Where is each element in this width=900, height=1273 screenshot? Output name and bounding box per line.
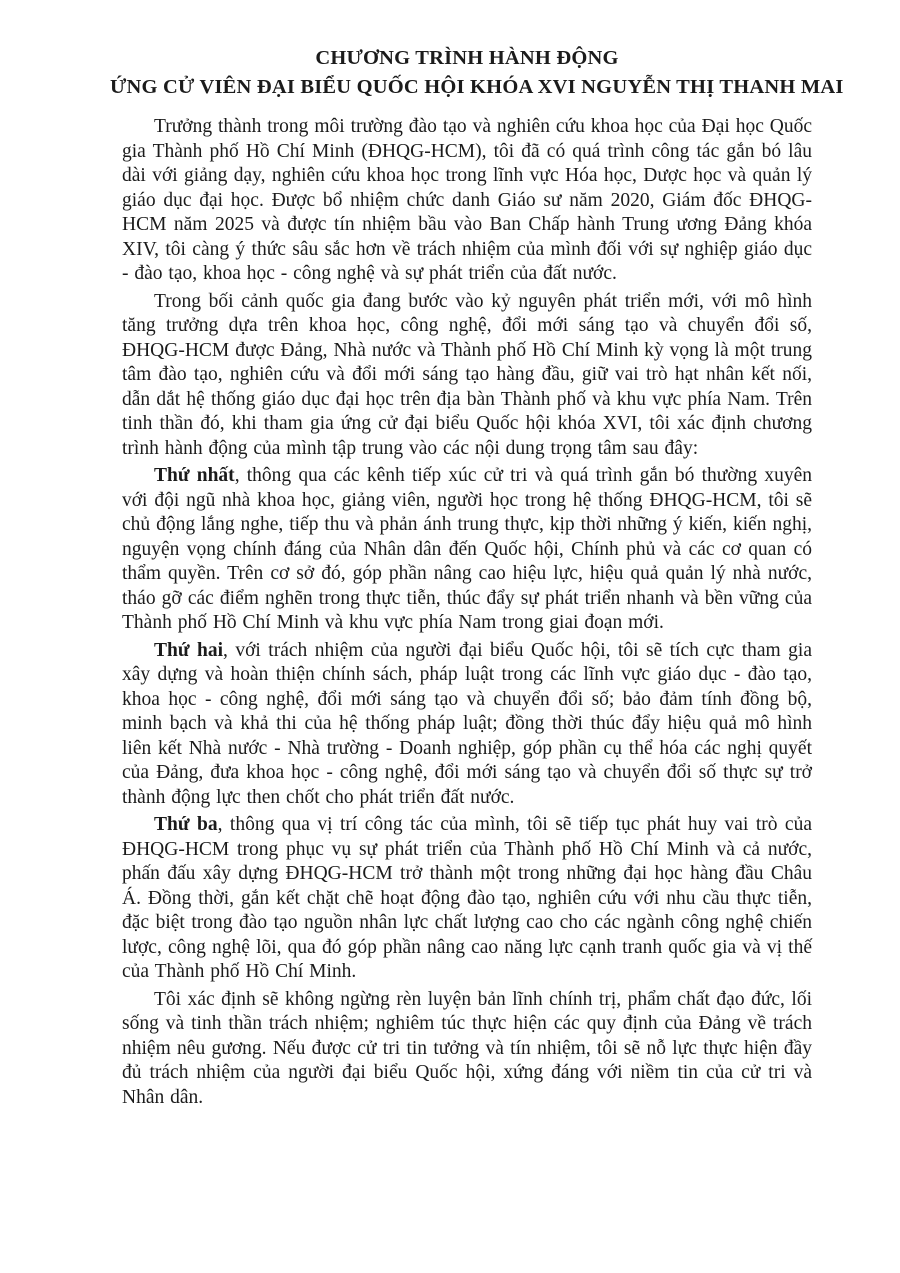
paragraph [122, 988, 812, 1111]
paragraph-text: Trưởng thành trong môi trường đào tạo và nghiên cứu khoa học của Đại học Quốc gia Thành phố Hồ Chí Minh (ĐHQG-HCM), tôi đã có quá trình công tác gắn bó lâu dài với giảng dạy, nghiên cứu khoa học trong lĩnh vực Hóa học, Dược học và quản lý giáo dục đại học. Được bổ nhiệm chức danh Giáo sư năm 2020, Giám đốc ĐHQG-HCM năm 2025 và được tín nhiệm bầu vào Ban Chấp hành Trung ương Đảng khóa XIV, tôi càng ý thức sâu sắc hơn về trách nhiệm của mình đối với sự nghiệp giáo dục - đào tạo, khoa học - công nghệ và sự phát triển của đất nước. [122, 116, 812, 284]
paragraph [122, 813, 812, 985]
document-title [110, 44, 844, 102]
paragraph-lead: Thứ ba [154, 814, 218, 835]
paragraph-text: Trong bối cảnh quốc gia đang bước vào kỷ nguyên phát triển mới, với mô hình tăng trưởng dựa trên khoa học, công nghệ, đổi mới sáng tạo và chuyển đổi số, ĐHQG-HCM được Đảng, Nhà nước và Thành phố Hồ Chí Minh kỳ vọng là một trung tâm đào tạo, nghiên cứu và đổi mới sáng tạo hàng đầu, giữ vai trò hạt nhân kết nối, dẫn dắt hệ thống giáo dục đại học trên địa bàn Thành phố và khu vực phía Nam. Trên tinh thần đó, khi tham gia ứng cử đại biểu Quốc hội khóa XVI, tôi xác định chương trình hành động của mình tập trung vào các nội dung trọng tâm sau đây: [122, 290, 812, 459]
paragraph-text: , với trách nhiệm của người đại biểu Quốc hội, tôi sẽ tích cực tham gia xây dựng và hoàn thiện chính sách, pháp luật trong các lĩnh vực giáo dục - đào tạo, khoa học - công nghệ, đổi mới sáng tạo và chuyển đổi số; bảo đảm tính đồng bộ, minh bạch và khả thi của hệ thống pháp luật; đồng thời thúc đẩy hiệu quả mô hình liên kết Nhà nước - Nhà trường - Doanh nghiệp, góp phần cụ thể hóa các nghị quyết của Đảng, đưa khoa học - công nghệ, đổi mới sáng tạo và chuyển đổi số thực sự trở thành động lực then chốt cho phát triển đất nước. [122, 639, 812, 808]
paragraph-lead: Thứ nhất [154, 465, 235, 486]
paragraph [122, 290, 812, 462]
paragraph-text: , thông qua các kênh tiếp xúc cử tri và quá trình gắn bó thường xuyên với đội ngũ nhà khoa học, giảng viên, người học trong hệ thống ĐHQG-HCM, tôi sẽ chủ động lắng nghe, tiếp thu và phản ánh trung thực, kịp thời những ý kiến, kiến nghị, nguyện vọng chính đáng của Nhân dân đến Quốc hội, Chính phủ và các cơ quan có thẩm quyền. Trên cơ sở đó, góp phần nâng cao hiệu lực, hiệu quả quản lý nhà nước, tháo gỡ các điểm nghẽn trong thực tiễn, thúc đẩy sự phát triển nhanh và bền vững của Thành phố Hồ Chí Minh và khu vực phía Nam trong giai đoạn mới. [122, 465, 812, 633]
paragraph [122, 115, 812, 287]
document-title-line2: ỨNG CỬ VIÊN ĐẠI BIỂU QUỐC HỘI KHÓA XVI NGUYỄN THỊ THANH MAI [110, 76, 844, 98]
paragraph-text: Tôi xác định sẽ không ngừng rèn luyện bản lĩnh chính trị, phẩm chất đạo đức, lối sống và tinh thần trách nhiệm; nghiêm túc thực hiện các quy định của Đảng về trách nhiệm nêu gương. Nếu được cử tri tin tưởng và tín nhiệm, tôi sẽ nỗ lực thực hiện đầy đủ trách nhiệm của người đại biểu Quốc hội, xứng đáng với niềm tin của cử tri và Nhân dân. [122, 988, 812, 1108]
paragraph [122, 639, 812, 811]
paragraph-lead: Thứ hai [154, 639, 224, 661]
document-title-line1: CHƯƠNG TRÌNH HÀNH ĐỘNG [315, 47, 619, 69]
paragraph [122, 464, 812, 636]
paragraph-text: , thông qua vị trí công tác của mình, tôi sẽ tiếp tục phát huy vai trò của ĐHQG-HCM trong phục vụ sự phát triển của Thành phố Hồ Chí Minh và cả nước, phấn đấu xây dựng ĐHQG-HCM trở thành một trong những đại học hàng đầu Châu Á. Đồng thời, gắn kết chặt chẽ hoạt động đào tạo, nghiên cứu với nhu cầu thực tiễn, đặc biệt trong đào tạo nguồn nhân lực chất lượng cao cho các ngành công nghệ chiến lược, công nghệ lõi, qua đó góp phần nâng cao năng lực cạnh tranh quốc gia và vị thế của Thành phố Hồ Chí Minh. [122, 814, 812, 982]
document-body [122, 115, 812, 1110]
